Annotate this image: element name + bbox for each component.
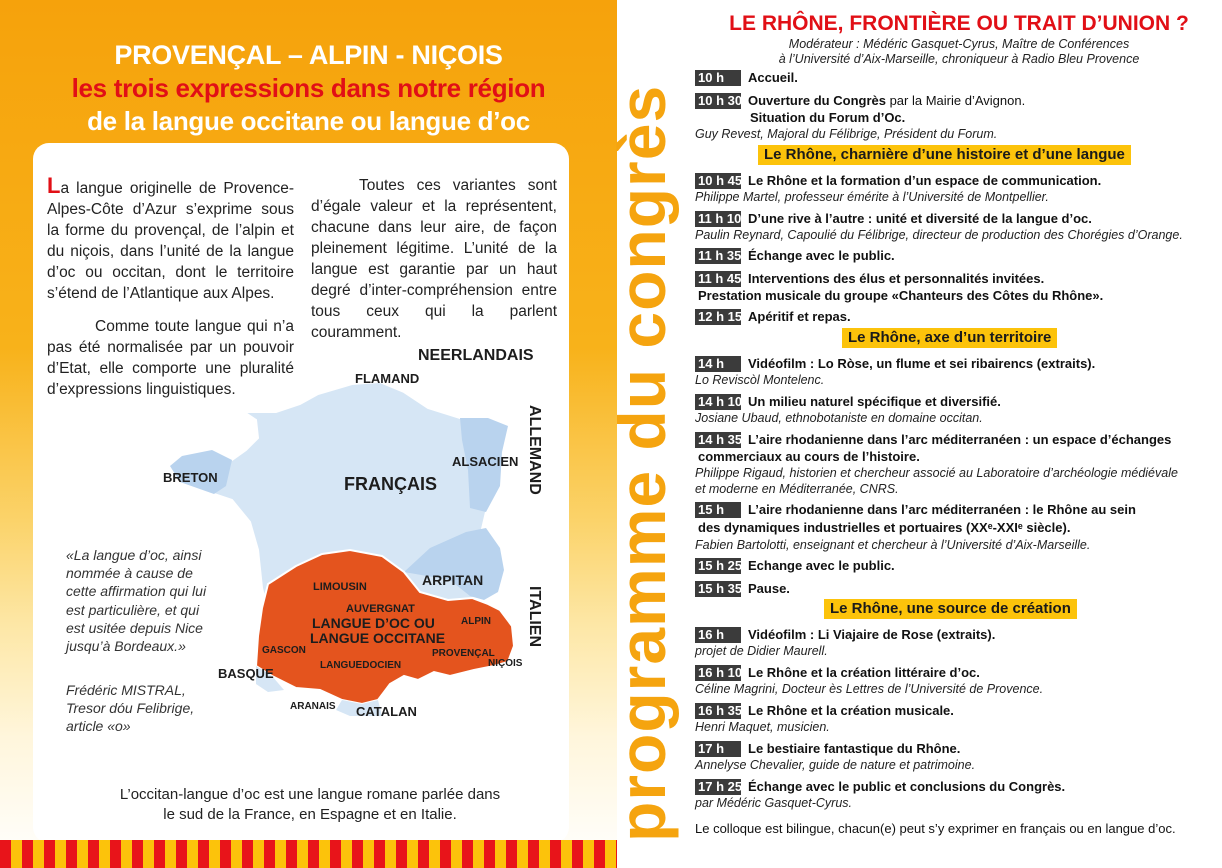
programme-item: [695, 665, 980, 681]
item-title: Le Rhône et la création musicale.: [748, 703, 954, 718]
time-badge: 14 h 35: [695, 432, 741, 448]
label-alpin: ALPIN: [461, 616, 491, 627]
time-badge: 11 h 35: [695, 248, 741, 264]
label-catalan: CATALAN: [356, 704, 417, 719]
heading-line-3: de la langue occitane ou langue d’oc: [87, 106, 530, 136]
time-badge: 10 h: [695, 70, 741, 86]
caption-line-2: le sud de la France, en Espagne et en Italie.: [163, 806, 457, 823]
time-badge: 11 h 10: [695, 211, 741, 227]
label-oc-line1: LANGUE D’OC OU: [312, 615, 435, 631]
heading-line-1: PROVENÇAL – ALPIN - NIÇOIS: [114, 40, 503, 70]
heading-line-2: les trois expressions dans notre région: [71, 73, 546, 103]
item-speaker: Céline Magrini, Docteur ès Lettres de l’Université de Provence.: [695, 682, 1044, 696]
programme-item: [695, 70, 798, 86]
item-title: Apéritif et repas.: [748, 309, 851, 324]
label-arpitan: ARPITAN: [422, 572, 484, 588]
programme-item: [695, 394, 1001, 410]
moderator: [724, 37, 1194, 67]
quote-source: Frédéric MISTRAL, Tresor dóu Felibrige, article «o»: [66, 682, 195, 735]
column1-para2: Comme toute langue qui n’a pas été normalisée par un pouvoir d’Etat, elle comporte une pluralité d’expressions linguistiques.: [47, 318, 294, 398]
item-title: Le bestiaire fantastique du Rhône.: [748, 741, 961, 756]
language-map: [150, 340, 570, 730]
column2-para1: Toutes ces variantes sont d’égale valeur et la représentent, chacune dans leur aire, de façon pleinement légitime. L’unité de la langue est garantie par un haut degré d’inter-compréhension entre tous ceux qui la parlent couramment.: [311, 177, 557, 341]
mistral-quote: «La langue d’oc, ainsi nommée à cause de cette affirmation qui lui est particulière, et qui est usitée depuis Nice jusqu’à Bordeaux.»: [66, 547, 207, 655]
item-speaker: Henri Maquet, musicien.: [695, 720, 830, 734]
time-badge: 16 h 35: [695, 703, 741, 719]
section-heading: Le Rhône, une source de création: [824, 599, 1077, 619]
moderator-line-1: Modérateur : Médéric Gasquet-Cyrus, Maître de Conférences: [788, 37, 1130, 51]
item-title: Un milieu naturel spécifique et diversifié.: [748, 394, 1001, 409]
moderator-line-2: à l’Université d’Aix-Marseille, chroniqueur à Radio Bleu Provence: [778, 52, 1140, 66]
time-badge: 10 h 30: [695, 93, 741, 109]
item-title: Accueil.: [748, 70, 798, 85]
programme-item: [695, 309, 851, 325]
time-badge: 17 h: [695, 741, 741, 757]
label-oc-line2: LANGUE OCCITANE: [310, 630, 446, 646]
vertical-title: programme du congrès: [605, 84, 679, 842]
item-title: Échange avec le public.: [748, 248, 895, 263]
item-title: L’aire rhodanienne dans l’arc méditerranéen : un espace d’échanges: [748, 432, 1172, 447]
item-speaker: Guy Revest, Majoral du Félibrige, Président du Forum.: [695, 127, 998, 141]
programme-item: [695, 173, 1101, 189]
label-neerlandais: NEERLANDAIS: [418, 347, 534, 364]
programme-item: [695, 627, 995, 643]
time-badge: 12 h 15: [695, 309, 741, 325]
label-limousin: LIMOUSIN: [313, 581, 367, 593]
programme-item: [695, 248, 895, 264]
programme-item: [695, 558, 895, 574]
column1-para1: a langue originelle de Provence-Alpes-Côte d’Azur s’exprime sous la forme du provençal, de l’alpin et du niçois, dans l’unité de la langue d’oc ou occitan, dont le territoire s’étend de l’Atlantique aux Alpes.: [47, 180, 294, 302]
section-heading: Le Rhône, axe d’un territoire: [842, 328, 1057, 348]
label-flamand: FLAMAND: [355, 371, 420, 386]
programme-item: [695, 703, 954, 719]
programme-item: [695, 779, 1065, 795]
item-title: Vidéofilm : Lo Ròse, un flume et sei ribairencs (extraits).: [748, 356, 1096, 371]
label-auvergnat: AUVERGNAT: [346, 603, 415, 615]
time-badge: 15 h: [695, 502, 741, 518]
item-title: Échange avec le public et conclusions du Congrès.: [748, 779, 1066, 794]
item-continuation: commerciaux au cours de l’histoire.: [698, 449, 920, 464]
label-breton: BRETON: [163, 470, 218, 485]
time-badge: 17 h 25: [695, 779, 741, 795]
programme-item: [695, 93, 1025, 109]
item-title: Echange avec le public.: [748, 558, 895, 573]
item-speaker: par Médéric Gasquet-Cyrus.: [695, 796, 853, 810]
item-title: L’aire rhodanienne dans l’arc méditerranéen : le Rhône au sein: [748, 502, 1136, 517]
item-speaker: Philippe Rigaud, historien et chercheur associé au Laboratoire d’archéologie médiévale: [695, 466, 1178, 480]
item-title-rest: par la Mairie d’Avignon.: [885, 93, 1026, 108]
label-provencal: PROVENÇAL: [432, 648, 495, 659]
time-badge: 11 h 45: [695, 271, 741, 287]
label-italien: ITALIEN: [526, 586, 543, 648]
item-title: Le Rhône et la création littéraire d’oc.: [748, 665, 980, 680]
program-title: LE RHÔNE, FRONTIÈRE OU TRAIT D’UNION ?: [729, 12, 1189, 35]
label-alsacien: ALSACIEN: [452, 454, 519, 469]
item-speaker: projet de Didier Maurell.: [695, 644, 828, 658]
occitan-flag-stripes: [0, 840, 617, 868]
label-languedocien: LANGUEDOCIEN: [320, 660, 402, 671]
item-speaker: Annelyse Chevalier, guide de nature et patrimoine.: [695, 758, 976, 772]
item-title: Interventions des élus et personnalités invitées.: [748, 271, 1045, 286]
section-heading: Le Rhône, charnière d’une histoire et d’une langue: [758, 145, 1131, 165]
label-allemand: ALLEMAND: [526, 405, 543, 495]
map-caption: [80, 785, 540, 825]
programme-item: [695, 432, 1171, 448]
programme-item: [695, 211, 1092, 227]
bilingual-note: Le colloque est bilingue, chacun(e) peut s’y exprimer en français ou en langue d’oc.: [695, 821, 1176, 836]
time-badge: 15 h 25: [695, 558, 741, 574]
item-continuation: Prestation musicale du groupe «Chanteurs des Côtes du Rhône».: [698, 288, 1104, 303]
item-speaker: Josiane Ubaud, ethnobotaniste en domaine occitan.: [695, 411, 983, 425]
text-column-2: [311, 175, 557, 343]
time-badge: 10 h 45: [695, 173, 741, 189]
item-title: Le Rhône et la formation d’un espace de communication.: [748, 173, 1102, 188]
programme-item: [695, 356, 1095, 372]
time-badge: 14 h: [695, 356, 741, 372]
item-speaker-cont: et moderne en Méditerranée, CNRS.: [695, 482, 899, 496]
programme-item: [695, 741, 960, 757]
item-continuation: Situation du Forum d’Oc.: [750, 110, 906, 125]
item-title: Pause.: [748, 581, 790, 596]
item-title: Ouverture du Congrès: [748, 93, 886, 108]
time-badge: 16 h: [695, 627, 741, 643]
drop-cap: L: [47, 173, 61, 198]
item-speaker: Philippe Martel, professeur émérite à l’Université de Montpellier.: [695, 190, 1049, 204]
label-basque: BASQUE: [218, 666, 274, 681]
programme-item: [695, 581, 790, 597]
item-speaker: Lo Reviscòl Montelenc.: [695, 373, 825, 387]
item-title: D’une rive à l’autre : unité et diversité de la langue d’oc.: [748, 211, 1092, 226]
item-speaker: Fabien Bartolotti, enseignant et chercheur à l’Université d’Aix-Marseille.: [695, 538, 1091, 552]
label-gascon: GASCON: [262, 645, 306, 656]
item-title: Vidéofilm : Li Viajaire de Rose (extraits).: [748, 627, 996, 642]
time-badge: 15 h 35: [695, 581, 741, 597]
programme-item: [695, 271, 1044, 287]
item-continuation: des dynamiques industrielles et portuaires (XXᵉ-XXIᵉ siècle).: [698, 520, 1071, 535]
item-speaker: Paulin Reynard, Capoulié du Félibrige, directeur de production des Chorégies d’Orange.: [695, 228, 1183, 242]
time-badge: 16 h 10: [695, 665, 741, 681]
label-aranais: ARANAIS: [290, 701, 336, 712]
caption-line-1: L’occitan-langue d’oc est une langue romane parlée dans: [119, 786, 501, 803]
time-badge: 14 h 10: [695, 394, 741, 410]
programme-item: [695, 502, 1136, 518]
label-francais: FRANÇAIS: [344, 474, 437, 494]
label-nicois: NIÇOIS: [488, 658, 523, 669]
